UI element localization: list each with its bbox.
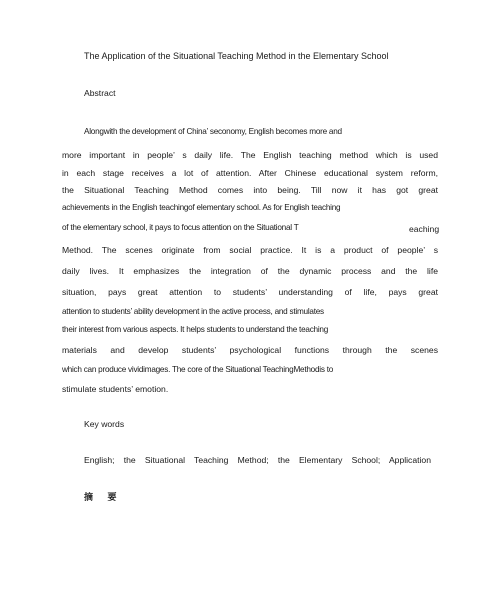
abstract-line: eaching bbox=[409, 224, 440, 234]
abstract-line: which can produce vividimages. The core of the Situational TeachingMethodis to bbox=[62, 365, 334, 374]
paper-title: The Application of the Situational Teaching Method in the Elementary School bbox=[84, 51, 389, 61]
abstract-line: more important in people’ s daily life. The English teaching method which is used bbox=[62, 150, 438, 160]
abstract-line: situation, pays great attention to students’ understanding of life, pays great bbox=[62, 287, 438, 297]
abstract-line: daily lives. It emphasizes the integration of the dynamic process and the life bbox=[62, 266, 438, 276]
abstract-line: achievements in the English teachingof elementary school. As for English teaching bbox=[62, 203, 341, 212]
abstract-line: Alongwith the development of China’ seconomy, English becomes more and bbox=[84, 127, 342, 136]
keywords-text: English; the Situational Teaching Method; the Elementary School; Application bbox=[84, 455, 431, 465]
abstract-line: attention to students’ ability development in the active process, and stimulates bbox=[62, 307, 324, 316]
abstract-heading: Abstract bbox=[84, 88, 116, 98]
abstract-line: Method. The scenes originate from social practice. It is a product of people’ s bbox=[62, 245, 438, 255]
keywords-heading: Key words bbox=[84, 419, 125, 429]
abstract-line: stimulate students’ emotion. bbox=[62, 384, 169, 394]
abstract-line: in each stage receives a lot of attention. After Chinese educational system reform, bbox=[62, 168, 438, 178]
abstract-line: the Situational Teaching Method comes into being. Till now it has got great bbox=[62, 185, 438, 195]
chinese-abstract-heading: 摘 要 bbox=[84, 492, 123, 502]
abstract-line: their interest from various aspects. It helps students to understand the teaching bbox=[62, 325, 329, 334]
abstract-line: of the elementary school, it pays to focus attention on the Situational T bbox=[62, 223, 299, 232]
abstract-line: materials and develop students’ psychological functions through the scenes bbox=[62, 345, 438, 355]
